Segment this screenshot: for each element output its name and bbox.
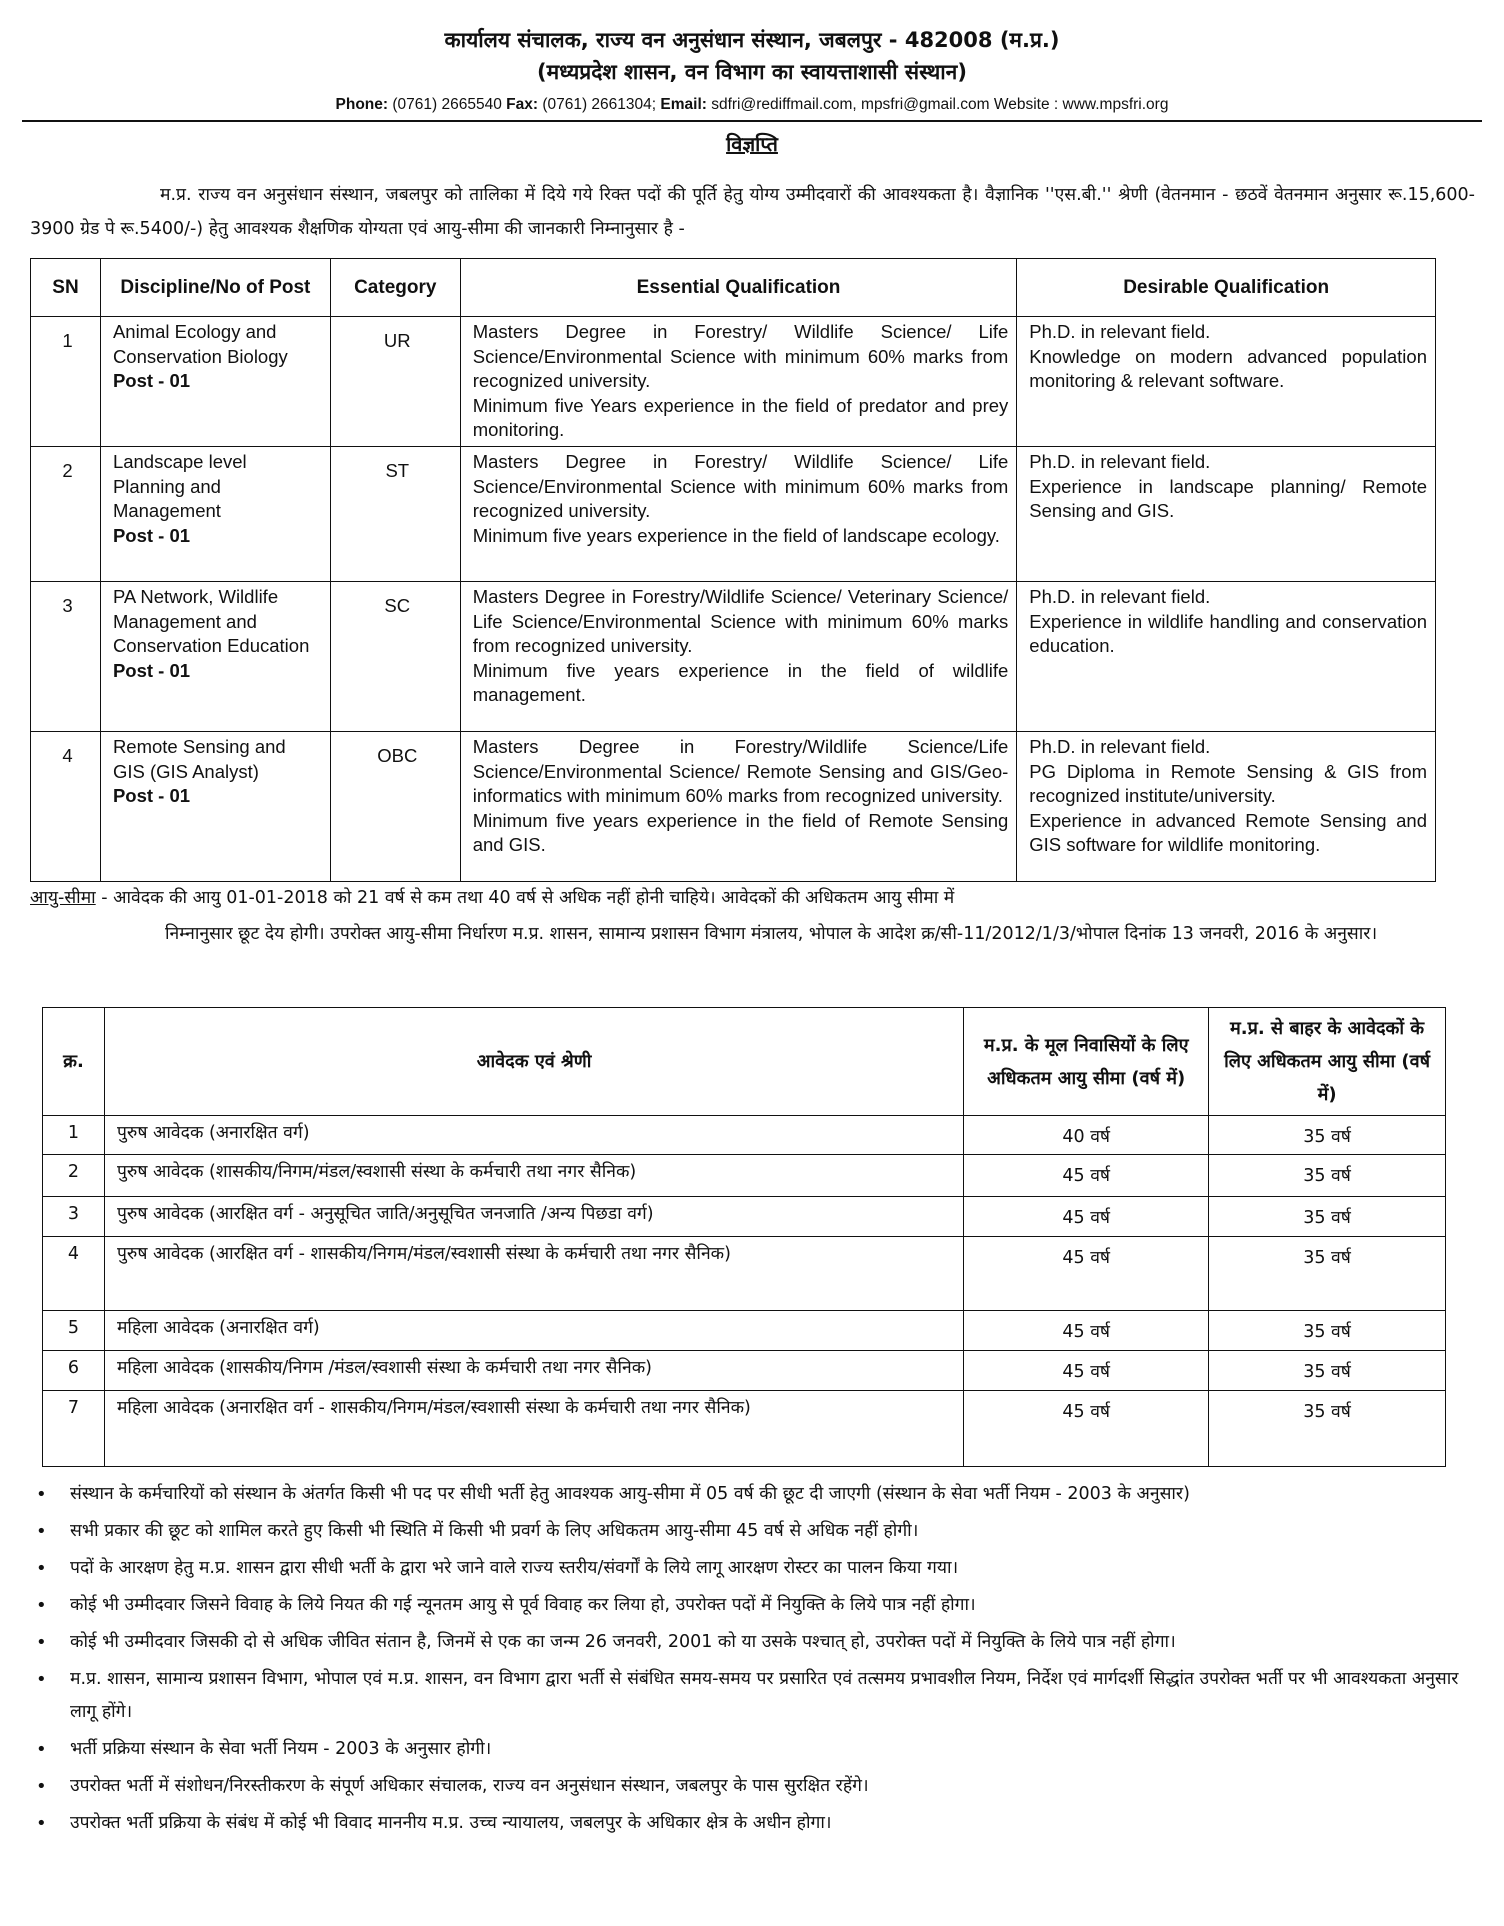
row-essential bbox=[460, 582, 1017, 732]
row-mp-age: 45 वर्ष bbox=[964, 1391, 1209, 1467]
table-row bbox=[43, 1197, 1446, 1237]
table-row bbox=[43, 1351, 1446, 1391]
row-num: 2 bbox=[43, 1155, 105, 1197]
row-desirable bbox=[1017, 447, 1436, 582]
bullet-icon: • bbox=[36, 1521, 47, 1542]
bullet-icon: • bbox=[36, 1558, 47, 1579]
row-category: पुरुष आवेदक (अनारक्षित वर्ग) bbox=[104, 1116, 963, 1155]
desirable-item: PG Diploma in Remote Sensing & GIS from recognized institute/university. bbox=[1029, 760, 1427, 806]
row-sn: 3 bbox=[31, 582, 101, 732]
discipline-text: Remote Sensing and GIS (GIS Analyst) bbox=[112, 736, 286, 782]
row-desirable bbox=[1017, 582, 1436, 732]
row-mp-age: 45 वर्ष bbox=[964, 1155, 1209, 1197]
essential-experience: Minimum five years experience in the field of landscape ecology. bbox=[472, 524, 1000, 546]
list-item bbox=[30, 1663, 1475, 1729]
list-item-text: कोई भी उम्मीदवार जिसने विवाह के लिये नियत की गई न्यूनतम आयु से पूर्व विवाह कर लिया हो, उपरोक्त पदों में नियुक्ति के लिये पात्र नहीं होगा। bbox=[70, 1595, 976, 1615]
row-category: SC bbox=[330, 582, 460, 732]
row-category: OBC bbox=[330, 732, 460, 882]
row-num: 4 bbox=[43, 1237, 105, 1311]
list-item bbox=[30, 1515, 1475, 1548]
row-outside-age: 35 वर्ष bbox=[1209, 1237, 1446, 1311]
post-count: Post - 01 bbox=[112, 524, 191, 546]
list-item-text: भर्ती प्रक्रिया संस्थान के सेवा भर्ती नियम - 2003 के अनुसार होगी। bbox=[70, 1739, 492, 1759]
phone-number: (0761) 2665540 bbox=[388, 96, 507, 113]
row-sn: 2 bbox=[31, 447, 101, 582]
row-sn: 4 bbox=[31, 732, 101, 882]
intro-paragraph bbox=[30, 178, 1475, 246]
row-mp-age: 45 वर्ष bbox=[964, 1311, 1209, 1351]
row-sn: 1 bbox=[31, 317, 101, 447]
row-discipline bbox=[100, 447, 330, 582]
list-item bbox=[30, 1807, 1475, 1840]
row-category: महिला आवेदक (अनारक्षित वर्ग) bbox=[104, 1311, 963, 1351]
essential-experience: Minimum five Years experience in the field of predator and prey monitoring. bbox=[472, 394, 1009, 440]
letterhead bbox=[0, 24, 1504, 118]
row-outside-age: 35 वर्ष bbox=[1209, 1311, 1446, 1351]
row-mp-age: 45 वर्ष bbox=[964, 1197, 1209, 1237]
desirable-item: Experience in landscape planning/ Remote Sensing and GIS. bbox=[1029, 475, 1427, 521]
post-count: Post - 01 bbox=[112, 785, 191, 806]
list-item-text: कोई भी उम्मीदवार जिसकी दो से अधिक जीवित संतान है, जिनमें से एक का जन्म 26 जनवरी, 2001 को या उसके पश्चात् हो, उपरोक्त पदों में नियुक्ति के लिये पात्र नहीं होगा। bbox=[70, 1632, 1176, 1652]
list-item-text: पदों के आरक्षण हेतु म.प्र. शासन द्वारा सीधी भर्ती के द्वारा भरे जाने वाले राज्य स्तरीय/संवर्गों के लिये लागू आरक्षण रोस्टर का पालन किया गया। bbox=[70, 1558, 959, 1578]
bullet-icon: • bbox=[36, 1632, 47, 1653]
row-category: महिला आवेदक (शासकीय/निगम /मंडल/स्वशासी संस्था के कर्मचारी तथा नगर सैनिक) bbox=[104, 1351, 963, 1391]
email-website: sdfri@rediffmail.com, mpsfri@gmail.com Website : www.mpsfri.org bbox=[706, 96, 1169, 113]
post-count: Post - 01 bbox=[112, 659, 191, 681]
bullet-icon: • bbox=[36, 1484, 47, 1505]
office-subtitle: (मध्यप्रदेश शासन, वन विभाग का स्वायत्ताशासी संस्थान) bbox=[537, 60, 967, 84]
col-serial: क्र. bbox=[43, 1008, 105, 1116]
row-outside-age: 35 वर्ष bbox=[1209, 1391, 1446, 1467]
essential-experience: Minimum five years experience in the field of wildlife management. bbox=[472, 659, 1009, 705]
row-outside-age: 35 वर्ष bbox=[1209, 1351, 1446, 1391]
list-item-text: उपरोक्त भर्ती में संशोधन/निरस्तीकरण के संपूर्ण अधिकार संचालक, राज्य वन अनुसंधान संस्थान, जबलपुर के पास सुरक्षित रहेंगे। bbox=[70, 1776, 869, 1796]
age-table-header bbox=[43, 1008, 1446, 1116]
age-table bbox=[42, 1007, 1446, 1467]
post-count: Post - 01 bbox=[112, 370, 191, 391]
essential-degree: Masters Degree in Forestry/ Wildlife Science/ Life Science/Environmental Science with minimum 60% marks from recognized university. bbox=[472, 451, 1009, 521]
row-category: पुरुष आवेदक (शासकीय/निगम/मंडल/स्वशासी संस्था के कर्मचारी तथा नगर सैनिक) bbox=[104, 1155, 963, 1197]
table-row bbox=[31, 582, 1436, 732]
desirable-item: Ph.D. in relevant field. bbox=[1029, 586, 1211, 607]
row-category: UR bbox=[330, 317, 460, 447]
col-sn: SN bbox=[31, 259, 101, 317]
intro-text: म.प्र. राज्य वन अनुसंधान संस्थान, जबलपुर को तालिका में दिये गये रिक्त पदों की पूर्ति हेतु योग्य उम्मीदवारों की आवश्यकता है। वैज्ञानिक ''एस.बी.'' श्रेणी (वेतनमान - छठवें वेतनमान अनुसार रू.15,600-3900 ग्रेड पे रू.5400/-) हेतु आवश्यक शैक्षणिक योग्यता एवं आयु-सीमा की जानकारी निम्नानुसार है - bbox=[30, 185, 1475, 239]
bullet-icon: • bbox=[36, 1669, 47, 1690]
row-num: 7 bbox=[43, 1391, 105, 1467]
discipline-text: Animal Ecology and Conservation Biology bbox=[112, 321, 288, 367]
desirable-item: Knowledge on modern advanced population monitoring & relevant software. bbox=[1029, 345, 1427, 391]
col-desirable: Desirable Qualification bbox=[1017, 259, 1436, 317]
phone-label: Phone: bbox=[335, 96, 389, 113]
table-row bbox=[43, 1311, 1446, 1351]
row-essential bbox=[460, 317, 1017, 447]
row-mp-age: 40 वर्ष bbox=[964, 1116, 1209, 1155]
age-limit-first-line bbox=[30, 880, 1475, 916]
list-item-text: सभी प्रकार की छूट को शामिल करते हुए किसी भी स्थिति में किसी भी प्रवर्ग के लिए अधिकतम आयु-सीमा 45 वर्ष से अधिक नहीं होगी। bbox=[70, 1521, 919, 1541]
list-item bbox=[30, 1589, 1475, 1622]
row-discipline bbox=[100, 582, 330, 732]
table-row bbox=[43, 1155, 1446, 1197]
row-category: पुरुष आवेदक (आरक्षित वर्ग - शासकीय/निगम/मंडल/स्वशासी संस्था के कर्मचारी तथा नगर सैनिक) bbox=[104, 1237, 963, 1311]
col-mp-resident-age: म.प्र. के मूल निवासियों के लिए अधिकतम आयु सीमा (वर्ष में) bbox=[964, 1008, 1209, 1116]
posts-table-header bbox=[31, 259, 1436, 317]
fax-number: (0761) 2661304; bbox=[538, 96, 661, 113]
row-category: पुरुष आवेदक (आरक्षित वर्ग - अनुसूचित जाति/अनुसूचित जनजाति /अन्य पिछडा वर्ग) bbox=[104, 1197, 963, 1237]
table-row bbox=[31, 317, 1436, 447]
desirable-item: Ph.D. in relevant field. bbox=[1029, 736, 1211, 757]
table-row bbox=[43, 1237, 1446, 1311]
age-limit-text: - आवेदक की आयु 01-01-2018 को 21 वर्ष से कम तथा 40 वर्ष से अधिक नहीं होनी चाहिये। आवेदकों की अधिकतम आयु सीमा में bbox=[95, 888, 955, 908]
essential-degree: Masters Degree in Forestry/Wildlife Science/ Veterinary Science/ Life Science/Environmental Science with minimum 60% marks from recognized university. bbox=[472, 586, 1009, 656]
row-outside-age: 35 वर्ष bbox=[1209, 1155, 1446, 1197]
header-divider bbox=[22, 120, 1482, 122]
age-limit-label: आयु-सीमा bbox=[30, 888, 96, 908]
essential-experience: Minimum five years experience in the field of Remote Sensing and GIS. bbox=[472, 809, 1009, 855]
list-item bbox=[30, 1626, 1475, 1659]
row-category: महिला आवेदक (अनारक्षित वर्ग - शासकीय/निगम/मंडल/स्वशासी संस्था के कर्मचारी तथा नगर सैनिक) bbox=[104, 1391, 963, 1467]
row-num: 3 bbox=[43, 1197, 105, 1237]
desirable-item: Experience in wildlife handling and conservation education. bbox=[1029, 610, 1427, 656]
row-mp-age: 45 वर्ष bbox=[964, 1351, 1209, 1391]
row-outside-age: 35 वर्ष bbox=[1209, 1116, 1446, 1155]
col-outside-age: म.प्र. से बाहर के आवेदकों के लिए अधिकतम आयु सीमा (वर्ष में) bbox=[1209, 1008, 1446, 1116]
col-discipline: Discipline/No of Post bbox=[100, 259, 330, 317]
list-item bbox=[30, 1552, 1475, 1585]
essential-degree: Masters Degree in Forestry/Wildlife Science/Life Science/Environmental Science/ Remote Sensing and GIS/Geo-informatics with minimum 60% marks from recognized university. bbox=[472, 736, 1009, 806]
posts-table bbox=[30, 258, 1436, 882]
row-outside-age: 35 वर्ष bbox=[1209, 1197, 1446, 1237]
email-label: Email: bbox=[660, 96, 707, 113]
row-category: ST bbox=[330, 447, 460, 582]
list-item bbox=[30, 1770, 1475, 1803]
bullet-icon: • bbox=[36, 1739, 47, 1760]
row-desirable bbox=[1017, 317, 1436, 447]
conditions-list bbox=[30, 1478, 1475, 1844]
list-item bbox=[30, 1478, 1475, 1511]
age-limit-section bbox=[30, 880, 1475, 952]
row-discipline bbox=[100, 732, 330, 882]
row-num: 6 bbox=[43, 1351, 105, 1391]
office-title: कार्यालय संचालक, राज्य वन अनुसंधान संस्थान, जबलपुर - 482008 (म.प्र.) bbox=[444, 28, 1060, 52]
row-num: 1 bbox=[43, 1116, 105, 1155]
bullet-icon: • bbox=[36, 1595, 47, 1616]
bullet-icon: • bbox=[36, 1776, 47, 1797]
desirable-item: Experience in advanced Remote Sensing and GIS software for wildlife monitoring. bbox=[1029, 809, 1427, 855]
list-item bbox=[30, 1733, 1475, 1766]
table-row bbox=[43, 1116, 1446, 1155]
row-desirable bbox=[1017, 732, 1436, 882]
row-essential bbox=[460, 447, 1017, 582]
desirable-item: Ph.D. in relevant field. bbox=[1029, 451, 1211, 472]
col-essential: Essential Qualification bbox=[460, 259, 1017, 317]
list-item-text: संस्थान के कर्मचारियों को संस्थान के अंतर्गत किसी भी पद पर सीधी भर्ती हेतु आवश्यक आयु-सीमा में 05 वर्ष की छूट दी जाएगी (संस्थान के सेवा भर्ती नियम - 2003 के अनुसार) bbox=[70, 1484, 1190, 1504]
notice-title: विज्ञप्ति bbox=[726, 132, 778, 156]
row-discipline bbox=[100, 317, 330, 447]
row-mp-age: 45 वर्ष bbox=[964, 1237, 1209, 1311]
bullet-icon: • bbox=[36, 1813, 47, 1834]
row-num: 5 bbox=[43, 1311, 105, 1351]
list-item-text: उपरोक्त भर्ती प्रक्रिया के संबंध में कोई भी विवाद माननीय म.प्र. उच्च न्यायालय, जबलपुर के अधिकार क्षेत्र के अधीन होगा। bbox=[70, 1813, 832, 1833]
discipline-text: Landscape level Planning and Management bbox=[112, 451, 247, 521]
table-row bbox=[31, 447, 1436, 582]
discipline-text: PA Network, Wildlife Management and Conservation Education bbox=[112, 586, 310, 656]
contact-line bbox=[0, 92, 1504, 118]
table-row bbox=[31, 732, 1436, 882]
col-category: Category bbox=[330, 259, 460, 317]
essential-degree: Masters Degree in Forestry/ Wildlife Science/ Life Science/Environmental Science with minimum 60% marks from recognized university. bbox=[472, 321, 1009, 391]
col-applicant-category: आवेदक एवं श्रेणी bbox=[104, 1008, 963, 1116]
desirable-item: Ph.D. in relevant field. bbox=[1029, 321, 1211, 342]
table-row bbox=[43, 1391, 1446, 1467]
row-essential bbox=[460, 732, 1017, 882]
age-limit-continuation: निम्नानुसार छूट देय होगी। उपरोक्त आयु-सीमा निर्धारण म.प्र. शासन, सामान्य प्रशासन विभाग मंत्रालय, भोपाल के आदेश क्र/सी-11/2012/1/3/भोपाल दिनांक 13 जनवरी, 2016 के अनुसार। bbox=[165, 924, 1378, 944]
list-item-text: म.प्र. शासन, सामान्य प्रशासन विभाग, भोपाल एवं म.प्र. शासन, वन विभाग द्वारा भर्ती से संबंधित समय-समय पर प्रसारित एवं तत्समय प्रभावशील नियम, निर्देश एवं मार्गदर्शी सिद्धांत उपरोक्त भर्ती पर भी आवश्यकता अनुसार लागू होंगे। bbox=[70, 1669, 1459, 1722]
fax-label: Fax: bbox=[506, 96, 539, 113]
